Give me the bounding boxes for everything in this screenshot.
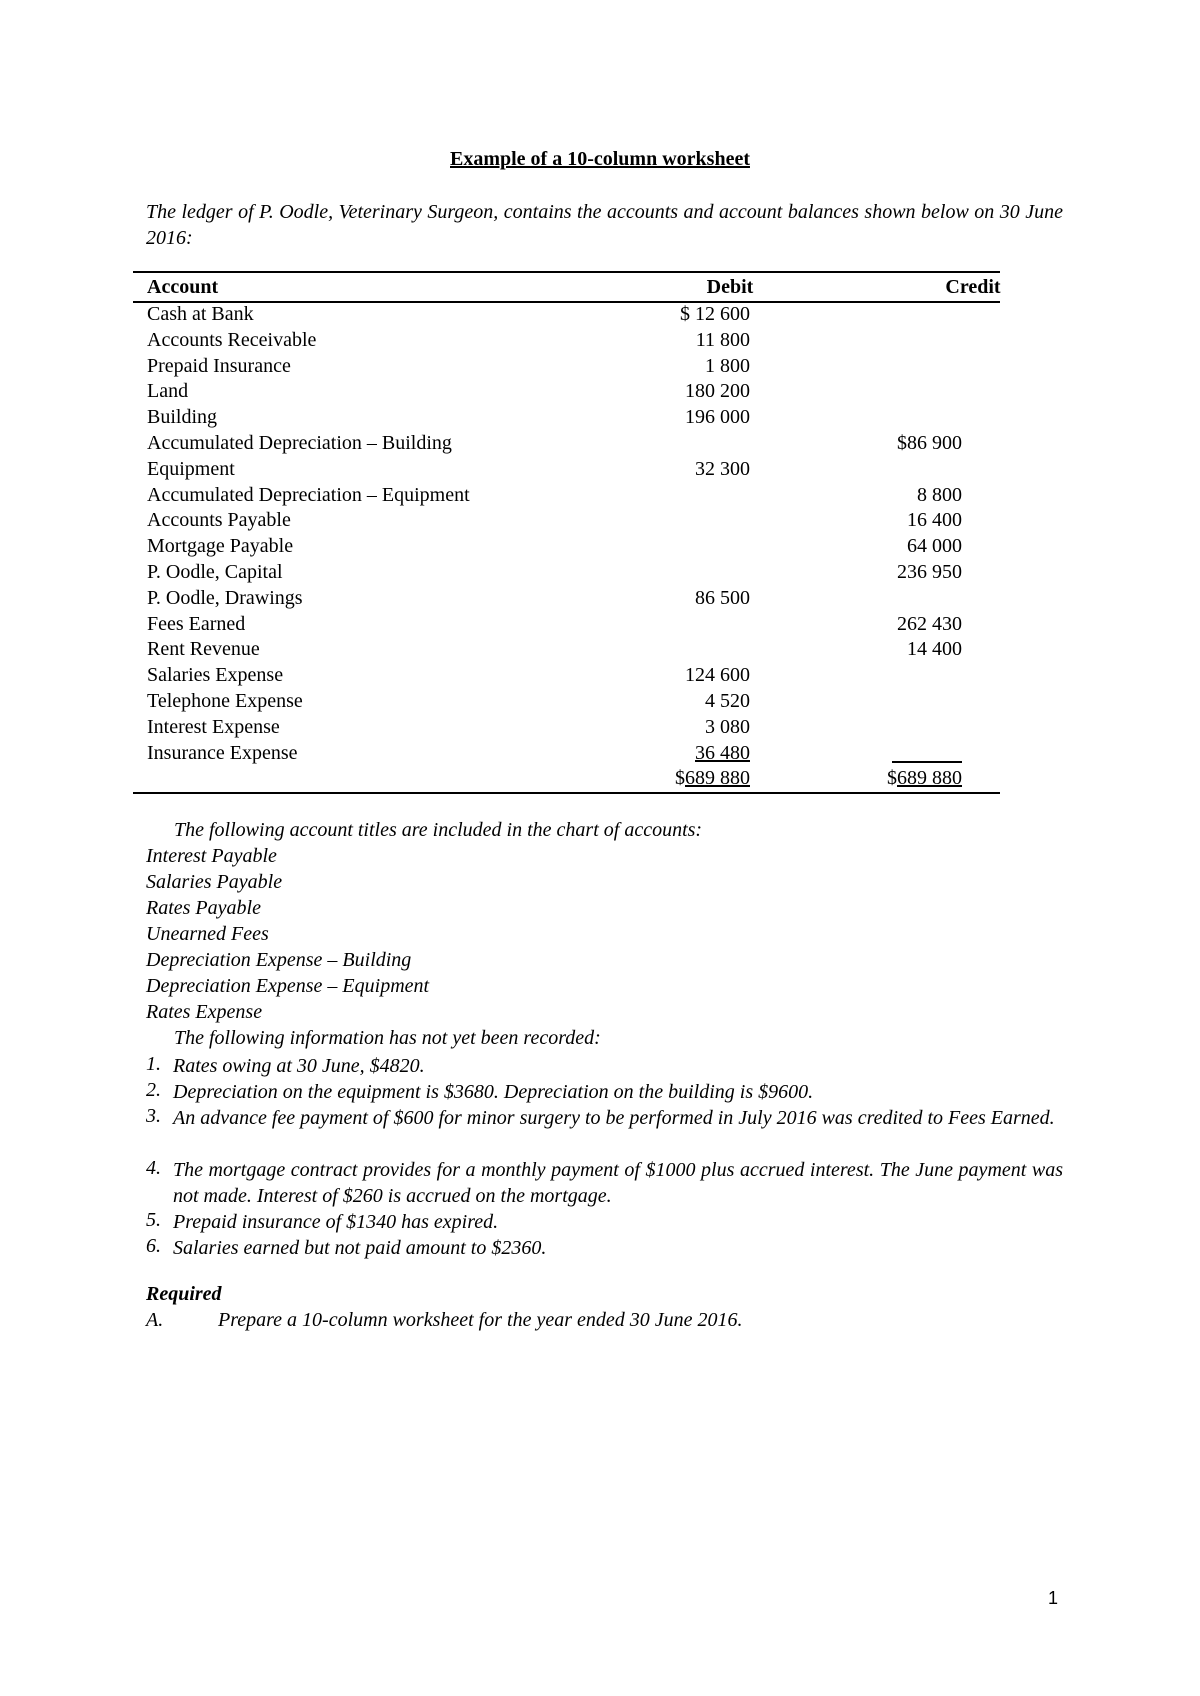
- table-header-row: [133, 276, 1000, 300]
- table-row: [133, 458, 1000, 484]
- table-row: [133, 509, 1000, 535]
- table-row: [133, 535, 1000, 561]
- account-name: Salaries Expense: [147, 664, 284, 687]
- chart-intro: The following account titles are included in the chart of accounts:: [174, 819, 703, 841]
- table-row: [133, 690, 1000, 716]
- debit-amount: 124 600: [685, 664, 750, 687]
- info-item-number: 4.: [146, 1157, 161, 1179]
- intro-paragraph: The ledger of P. Oodle, Veterinary Surgeon, contains the accounts and account balances shown below on 30 June 2016:: [146, 201, 1063, 249]
- chart-account-item: Unearned Fees: [146, 923, 269, 945]
- account-name: Mortgage Payable: [147, 535, 294, 558]
- page-number: 1: [1048, 1588, 1059, 1608]
- credit-amount: 8 800: [917, 483, 962, 506]
- info-item-text: Prepaid insurance of $1340 has expired.: [173, 1211, 499, 1233]
- info-item-number: 3.: [146, 1105, 161, 1127]
- account-name: Land: [147, 380, 189, 403]
- credit-amount: 64 000: [907, 535, 962, 558]
- table-row: [133, 432, 1000, 458]
- table-row: [133, 355, 1000, 381]
- total-credit-symbol: $: [887, 767, 897, 789]
- table-row: [133, 380, 1000, 406]
- debit-amount: 3 080: [705, 715, 750, 738]
- account-name: Fees Earned: [147, 612, 246, 635]
- required-heading: Required: [146, 1283, 222, 1305]
- info-item-number: 2.: [146, 1079, 161, 1101]
- table-row: [133, 561, 1000, 587]
- total-row: [133, 767, 1000, 793]
- account-name: Accumulated Depreciation – Building: [147, 432, 452, 454]
- account-name: P. Oodle, Capital: [147, 561, 283, 583]
- table-row: [133, 664, 1000, 690]
- account-name: Insurance Expense: [147, 741, 298, 764]
- header-account: Account: [147, 276, 219, 298]
- document-title: Example of a 10-column worksheet: [450, 148, 750, 170]
- credit-amount: 16 400: [907, 509, 962, 532]
- info-item-text: An advance fee payment of $600 for minor surgery to be performed in July 2016 was credited to Fees Earned.: [173, 1107, 1055, 1129]
- chart-account-item: Depreciation Expense – Building: [146, 949, 412, 971]
- table-bottom-rule: [133, 792, 1000, 794]
- info-intro: The following information has not yet been recorded:: [174, 1027, 601, 1049]
- table-row: [133, 303, 1000, 329]
- chart-account-item: Depreciation Expense – Equipment: [146, 975, 430, 997]
- table-row: [133, 613, 1000, 639]
- chart-account-item: Interest Payable: [146, 845, 277, 867]
- credit-subtotal-line: [892, 761, 962, 763]
- total-debit-amount: 689 880: [685, 767, 750, 789]
- table-row: [133, 406, 1000, 432]
- debit-amount: 86 500: [695, 586, 750, 609]
- account-name: Interest Expense: [147, 715, 280, 738]
- debit-amount: 196 000: [685, 406, 750, 429]
- account-name: P. Oodle, Drawings: [147, 586, 303, 609]
- required-text: Prepare a 10-column worksheet for the year ended 30 June 2016.: [218, 1309, 743, 1331]
- chart-account-item: Rates Expense: [146, 1001, 263, 1023]
- total-debit: [675, 767, 750, 790]
- total-credit-amount: 689 880: [897, 767, 962, 789]
- account-name: Equipment: [147, 457, 235, 480]
- credit-amount: $86 900: [897, 432, 962, 454]
- total-debit-symbol: $: [675, 767, 685, 789]
- credit-amount: 236 950: [897, 561, 962, 583]
- chart-account-item: Rates Payable: [146, 897, 261, 919]
- info-item-text: Rates owing at 30 June, $4820.: [173, 1055, 425, 1077]
- account-name: Accumulated Depreciation – Equipment: [147, 483, 470, 506]
- debit-amount: 1 800: [705, 354, 750, 377]
- total-credit: [887, 767, 962, 790]
- info-item-number: 1.: [146, 1053, 161, 1075]
- table-row: [133, 329, 1000, 355]
- table-row: [133, 587, 1000, 613]
- required-label: A.: [146, 1309, 164, 1331]
- table-row: [133, 484, 1000, 510]
- table-row: [133, 716, 1000, 742]
- account-name: Cash at Bank: [147, 303, 254, 325]
- debit-amount: 36 480: [695, 741, 750, 764]
- debit-amount: 32 300: [695, 457, 750, 480]
- credit-amount: 14 400: [907, 638, 962, 661]
- debit-amount: 11 800: [695, 328, 750, 351]
- info-item-number: 6.: [146, 1235, 161, 1257]
- account-name: Accounts Receivable: [147, 328, 317, 351]
- info-item-text: Depreciation on the equipment is $3680. Depreciation on the building is $9600.: [173, 1081, 814, 1103]
- info-item-number: 5.: [146, 1209, 161, 1231]
- info-item-text: Salaries earned but not paid amount to $2360.: [173, 1237, 547, 1259]
- credit-amount: 262 430: [897, 612, 962, 635]
- account-name: Telephone Expense: [147, 690, 303, 712]
- chart-account-item: Salaries Payable: [146, 871, 283, 893]
- account-name: Building: [147, 406, 218, 429]
- info-item-text: The mortgage contract provides for a monthly payment of $1000 plus accrued interest. The June payment was not made. Interest of $260 is accrued on the mortgage.: [173, 1159, 1063, 1207]
- account-name: Accounts Payable: [147, 509, 291, 532]
- header-credit: Credit: [945, 276, 1001, 298]
- debit-amount: 180 200: [685, 380, 750, 403]
- account-name: Rent Revenue: [147, 638, 260, 661]
- debit-amount: $ 12 600: [680, 303, 750, 325]
- debit-amount: 4 520: [705, 690, 750, 712]
- table-row: [133, 638, 1000, 664]
- header-debit: Debit: [706, 276, 754, 298]
- account-name: Prepaid Insurance: [147, 354, 291, 377]
- table-top-rule: [133, 271, 1000, 273]
- table-row: [133, 742, 1000, 768]
